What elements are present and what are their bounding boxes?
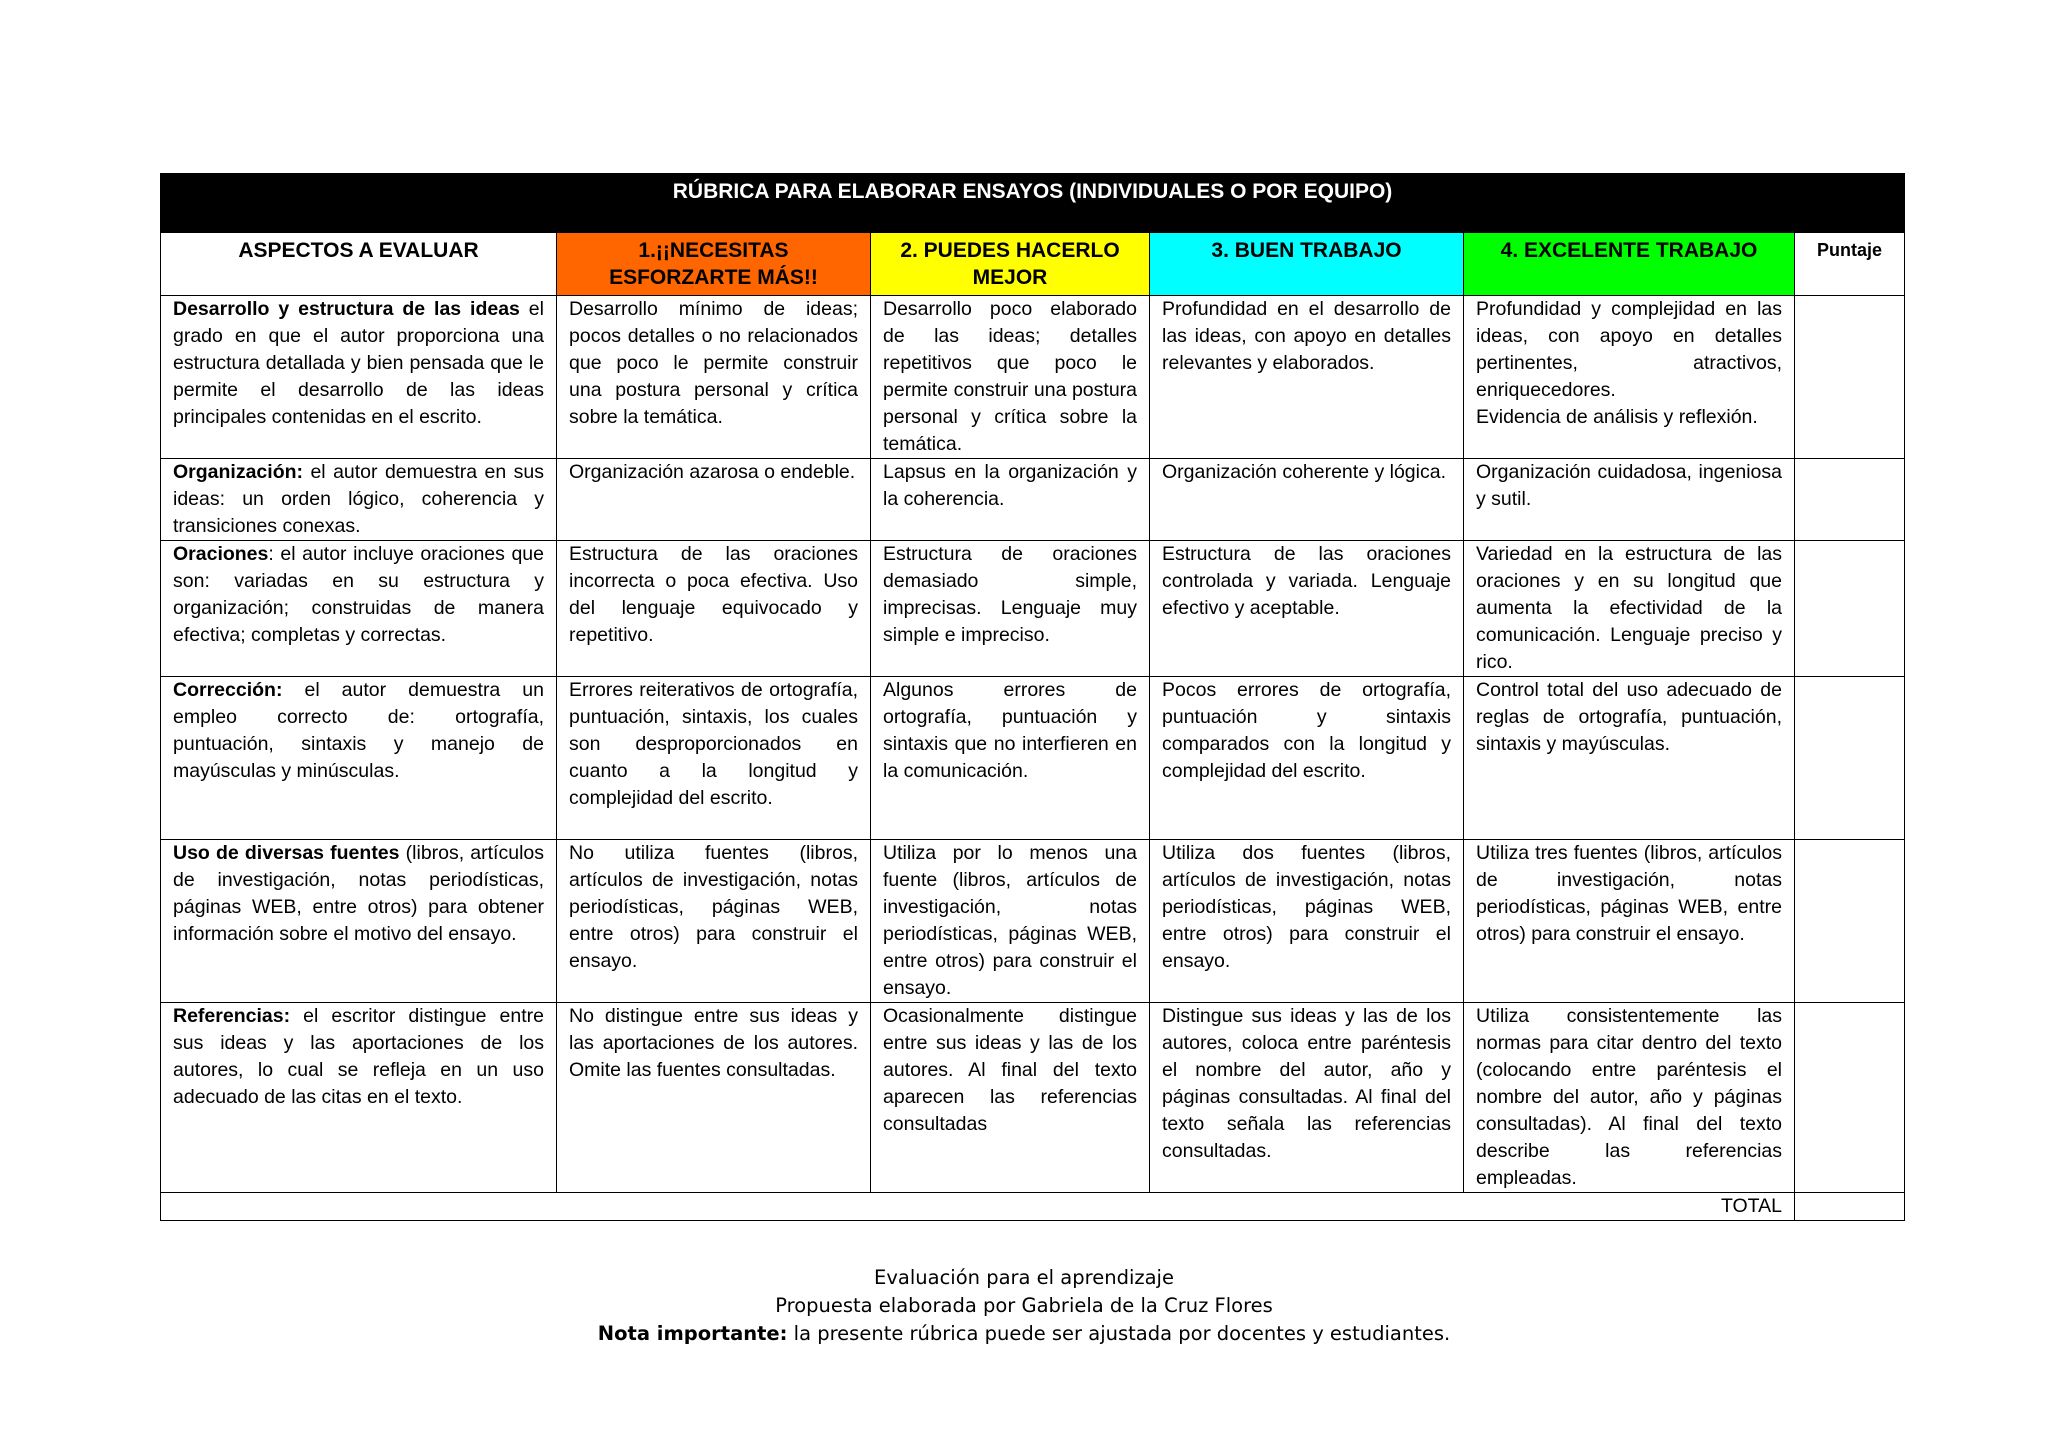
level-2-cell: Lapsus en la organización y la coherencia. xyxy=(871,459,1150,541)
level-4-cell: Variedad en la estructura de las oraciones y en su longitud que aumenta la efectividad de la comunicación. Lenguaje preciso y rico. xyxy=(1464,541,1795,677)
rubric-title: RÚBRICA PARA ELABORAR ENSAYOS (INDIVIDUALES O POR EQUIPO) xyxy=(161,174,1905,233)
level-3-cell: Pocos errores de ortografía, puntuación y sintaxis comparados con la longitud y complejidad del escrito. xyxy=(1150,677,1464,840)
aspect-cell xyxy=(161,459,557,541)
header-level-2: 2. PUEDES HACERLO MEJOR xyxy=(871,233,1150,296)
aspect-description: el autor demuestra en sus ideas: un orden lógico, coherencia y transiciones conexas. xyxy=(173,461,544,537)
total-row xyxy=(161,1193,1905,1221)
aspect-description: el escritor distingue entre sus ideas y las aportaciones de los autores, lo cual se refleja en un uso adecuado de las citas en el texto. xyxy=(173,1005,544,1108)
aspect-description: el autor demuestra un empleo correcto de: ortografía, puntuación, sintaxis y manejo de mayúsculas y minúsculas. xyxy=(173,679,544,782)
header-level-3: 3. BUEN TRABAJO xyxy=(1150,233,1464,296)
footer-line-1: Evaluación para el aprendizaje xyxy=(874,1266,1174,1289)
level-4-cell: Organización cuidadosa, ingeniosa y sutil. xyxy=(1464,459,1795,541)
level-3-cell: Organización coherente y lógica. xyxy=(1150,459,1464,541)
header-row xyxy=(161,233,1905,296)
title-row xyxy=(161,174,1905,233)
aspect-name: Corrección: xyxy=(173,679,283,701)
header-aspects: ASPECTOS A EVALUAR xyxy=(161,233,557,296)
aspect-cell xyxy=(161,840,557,1003)
header-level-4: 4. EXCELENTE TRABAJO xyxy=(1464,233,1795,296)
header-level-1: 1.¡¡NECESITAS ESFORZARTE MÁS!! xyxy=(557,233,871,296)
level-1-cell: Estructura de las oraciones incorrecta o poca efectiva. Uso del lenguaje equivocado y repetitivo. xyxy=(557,541,871,677)
table-row xyxy=(161,677,1905,840)
aspect-name: Oraciones xyxy=(173,543,269,565)
aspect-name: Desarrollo y estructura de las ideas xyxy=(173,298,520,320)
level-4-text: Profundidad y complejidad en las ideas, con apoyo en detalles pertinentes, atractivos, enriquecedores. xyxy=(1476,298,1782,401)
note-text: la presente rúbrica puede ser ajustada por docentes y estudiantes. xyxy=(787,1322,1451,1345)
level-4-cell: Control total del uso adecuado de reglas de ortografía, puntuación, sintaxis y mayúsculas. xyxy=(1464,677,1795,840)
level-4-cell: Utiliza tres fuentes (libros, artículos de investigación, notas periodísticas, páginas WEB, entre otros) para construir el ensayo. xyxy=(1464,840,1795,1003)
aspect-description: el grado en que el autor proporciona una estructura detallada y bien pensada que le permite el desarrollo de las ideas principales contenidas en el escrito. xyxy=(173,298,544,428)
score-cell[interactable] xyxy=(1795,541,1905,677)
level-1-cell: Desarrollo mínimo de ideas; pocos detalles o no relacionados que poco le permite construir una postura personal y crítica sobre la temática. xyxy=(557,296,871,459)
total-score-cell[interactable] xyxy=(1795,1193,1905,1221)
score-cell[interactable] xyxy=(1795,459,1905,541)
score-cell[interactable] xyxy=(1795,296,1905,459)
level-2-cell: Algunos errores de ortografía, puntuación y sintaxis que no interfieren en la comunicación. xyxy=(871,677,1150,840)
score-cell[interactable] xyxy=(1795,677,1905,840)
level-1-cell: Errores reiterativos de ortografía, puntuación, sintaxis, los cuales son desproporcionados en cuanto a la longitud y complejidad del escrito. xyxy=(557,677,871,840)
score-cell[interactable] xyxy=(1795,840,1905,1003)
level-4-extra: Evidencia de análisis y reflexión. xyxy=(1476,406,1758,428)
aspect-description: (libros, artículos de investigación, notas periodísticas, páginas WEB, entre otros) para obtener información sobre el motivo del ensayo. xyxy=(173,842,545,945)
total-label: TOTAL xyxy=(161,1193,1795,1221)
note-label: Nota importante: xyxy=(597,1322,788,1345)
footer xyxy=(0,1264,2048,1348)
aspect-name: Referencias: xyxy=(173,1005,291,1027)
level-4-cell: Utiliza consistentemente las normas para citar dentro del texto (colocando entre paréntesis el nombre del autor, año y páginas consultadas). Al final del texto describe las referencias empleadas. xyxy=(1464,1003,1795,1193)
header-score: Puntaje xyxy=(1795,233,1905,296)
aspect-cell xyxy=(161,296,557,459)
table-row xyxy=(161,296,1905,459)
level-4-cell xyxy=(1464,296,1795,459)
table-row xyxy=(161,840,1905,1003)
level-1-cell: No distingue entre sus ideas y las aportaciones de los autores. Omite las fuentes consultadas. xyxy=(557,1003,871,1193)
level-2-cell: Utiliza por lo menos una fuente (libros, artículos de investigación, notas periodísticas, páginas WEB, entre otros) para construir el ensayo. xyxy=(871,840,1150,1003)
level-2-cell: Desarrollo poco elaborado de las ideas; detalles repetitivos que poco le permite construir una postura personal y crítica sobre la temática. xyxy=(871,296,1150,459)
level-3-cell: Distingue sus ideas y las de los autores, coloca entre paréntesis el nombre del autor, año y páginas consultadas. Al final del texto señala las referencias consultadas. xyxy=(1150,1003,1464,1193)
level-3-cell: Profundidad en el desarrollo de las ideas, con apoyo en detalles relevantes y elaborados. xyxy=(1150,296,1464,459)
aspect-cell xyxy=(161,1003,557,1193)
aspect-cell xyxy=(161,541,557,677)
level-3-cell: Utiliza dos fuentes (libros, artículos de investigación, notas periodísticas, páginas WEB, entre otros) para construir el ensayo. xyxy=(1150,840,1464,1003)
table-row xyxy=(161,459,1905,541)
level-3-cell: Estructura de las oraciones controlada y variada. Lenguaje efectivo y aceptable. xyxy=(1150,541,1464,677)
level-1-cell: Organización azarosa o endeble. xyxy=(557,459,871,541)
rubric-table xyxy=(160,173,1905,1221)
footer-line-2: Propuesta elaborada por Gabriela de la Cruz Flores xyxy=(775,1294,1273,1317)
aspect-name: Uso de diversas fuentes xyxy=(173,842,400,864)
level-2-cell: Estructura de oraciones demasiado simple, imprecisas. Lenguaje muy simple e impreciso. xyxy=(871,541,1150,677)
table-row xyxy=(161,541,1905,677)
table-row xyxy=(161,1003,1905,1193)
level-2-cell: Ocasionalmente distingue entre sus ideas y las de los autores. Al final del texto aparecen las referencias consultadas xyxy=(871,1003,1150,1193)
footer-note xyxy=(0,1320,2048,1348)
aspect-cell xyxy=(161,677,557,840)
aspect-description: : el autor incluye oraciones que son: variadas en su estructura y organización; construidas de manera efectiva; completas y correctas. xyxy=(173,543,544,646)
level-1-cell: No utiliza fuentes (libros, artículos de investigación, notas periodísticas, páginas WEB, entre otros) para construir el ensayo. xyxy=(557,840,871,1003)
score-cell[interactable] xyxy=(1795,1003,1905,1193)
aspect-name: Organización: xyxy=(173,461,304,483)
